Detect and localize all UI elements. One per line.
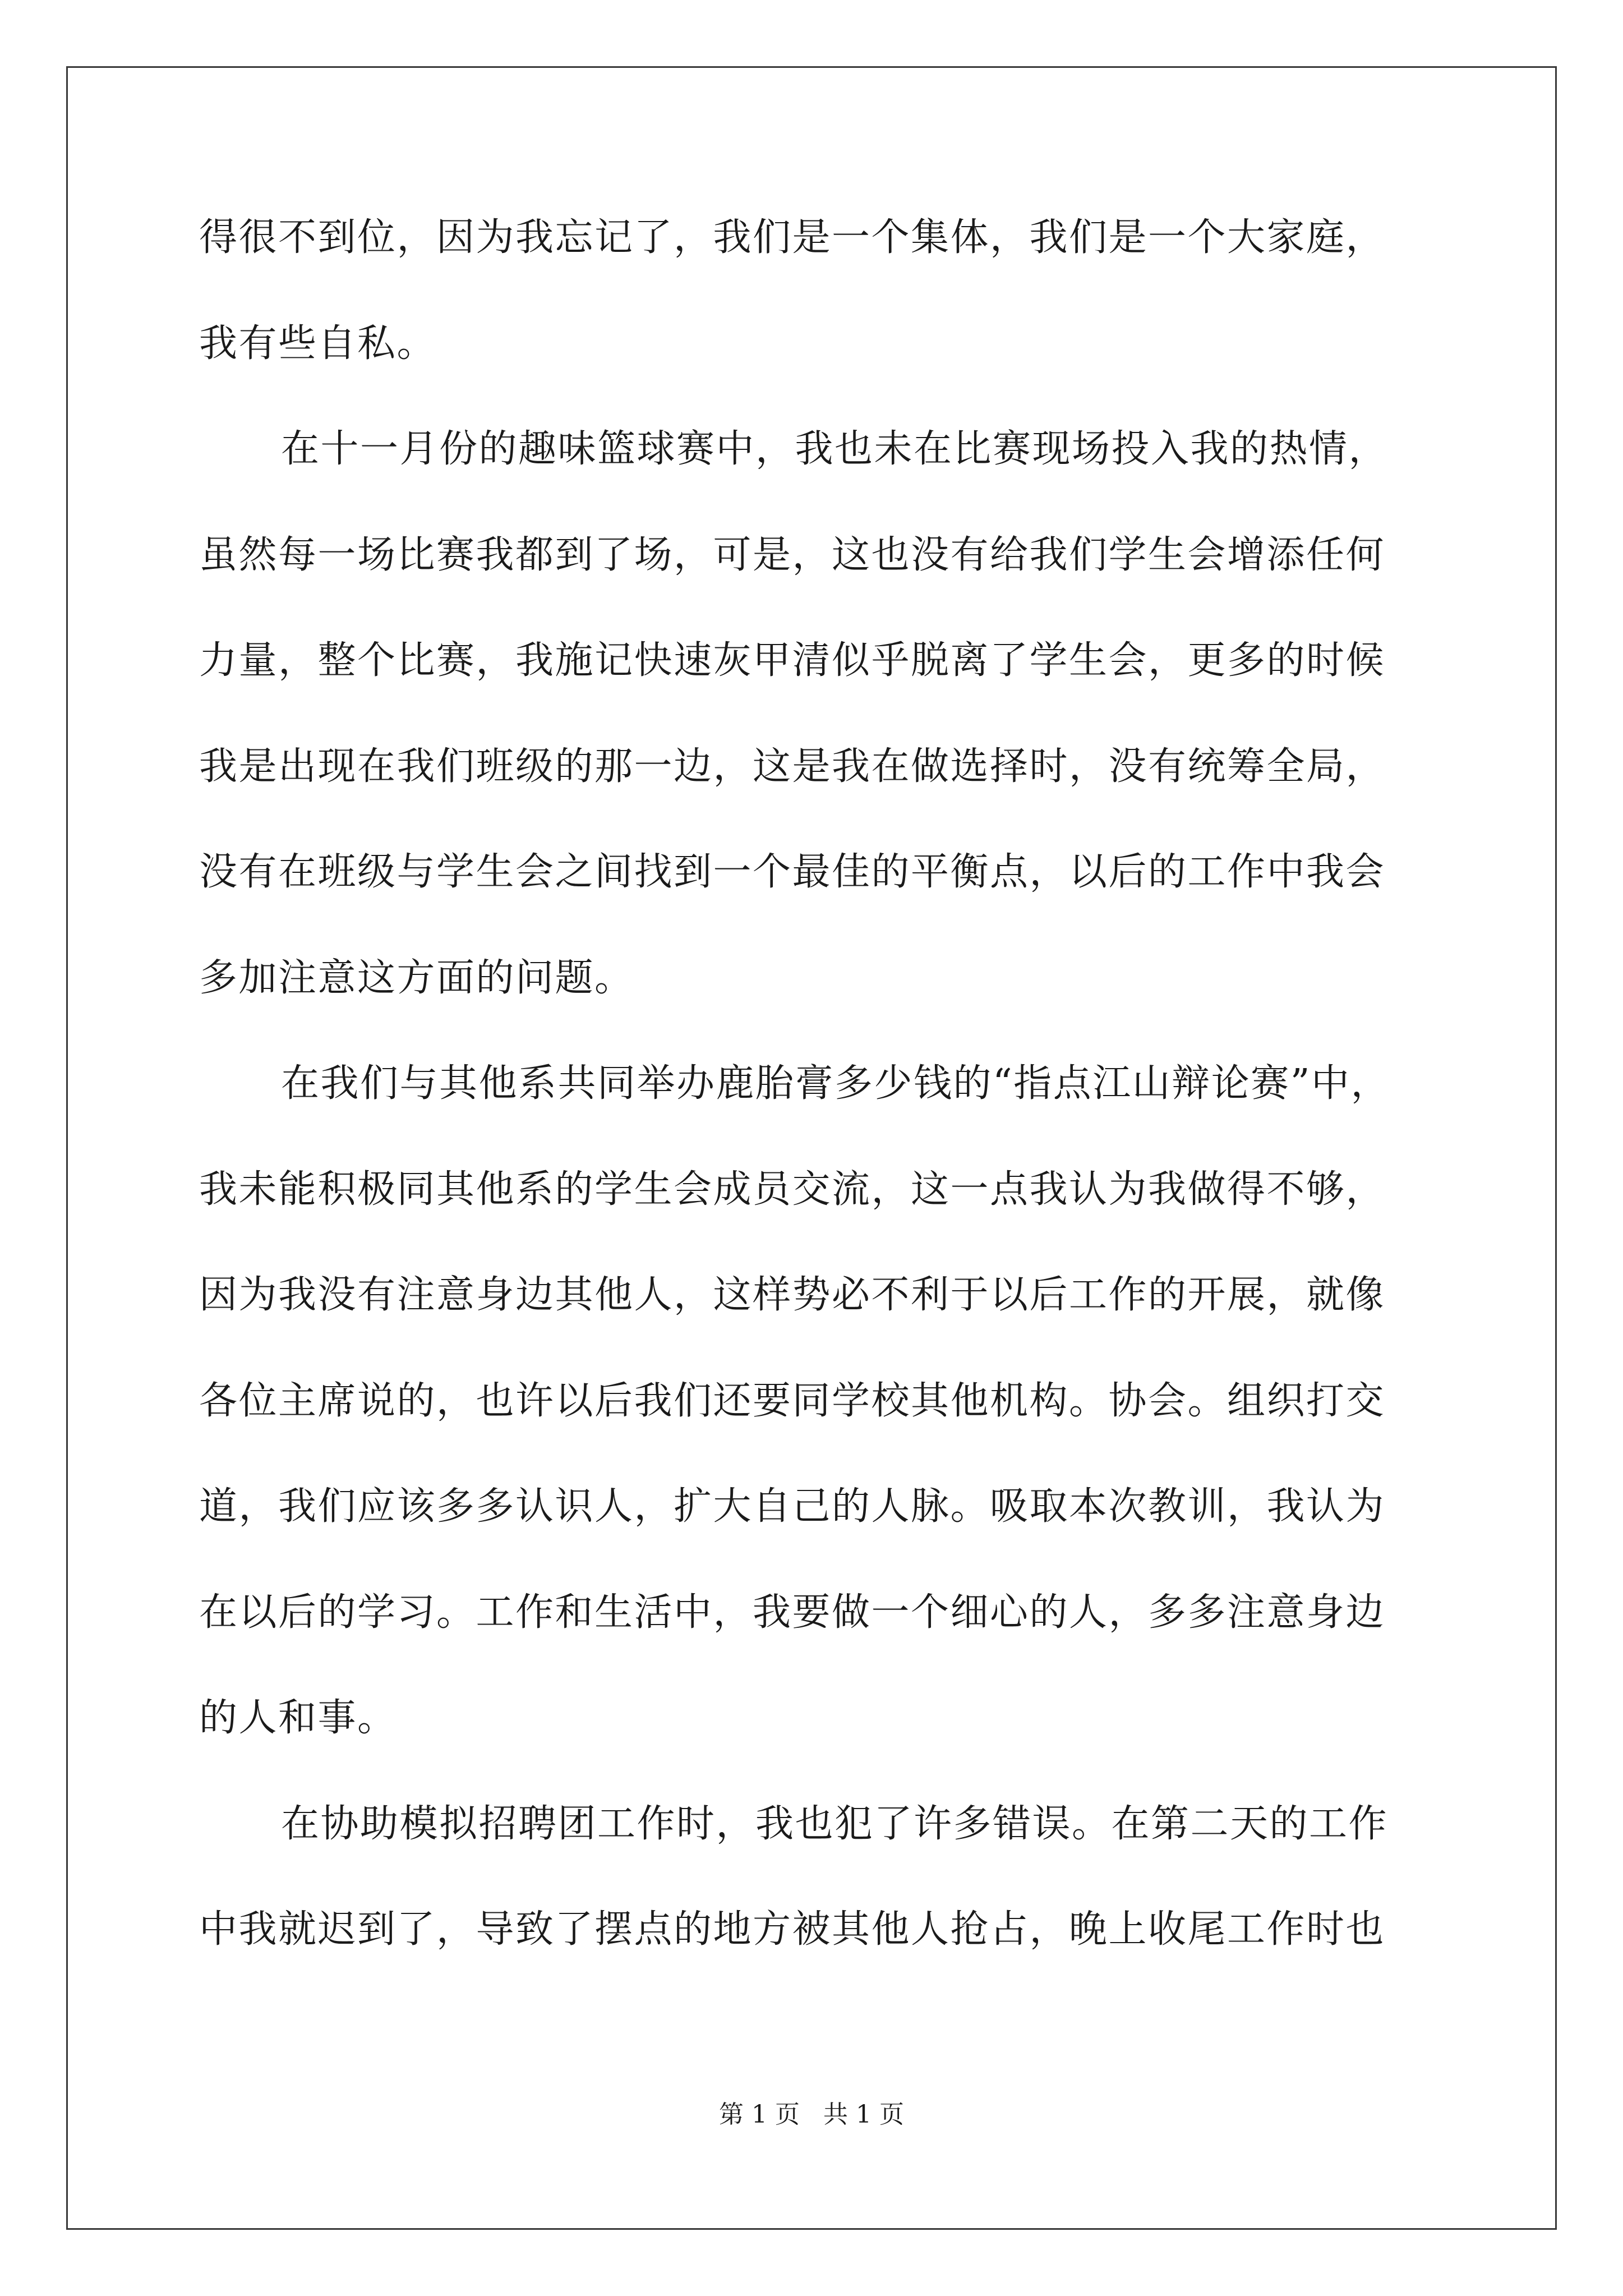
text-line: 在十一月份的趣味篮球赛中，我也未在比赛现场投入我的热情，	[281, 427, 1389, 471]
text-line: 多加注意这方面的问题。	[199, 955, 634, 1000]
text-line: 因为我没有注意身边其他人，这样势必不利于以后工作的开展，就像	[199, 1273, 1386, 1317]
text-line: 中我就迟到了，导致了摆点的地方被其他人抢占，晚上收尾工作时也	[199, 1907, 1386, 1952]
text-line: 在协助模拟招聘团工作时，我也犯了许多错误。在第二天的工作	[281, 1801, 1389, 1846]
text-line: 得很不到位，因为我忘记了，我们是一个集体，我们是一个大家庭，	[199, 215, 1386, 260]
text-line: 我有些自私。	[199, 321, 437, 366]
text-line: 虽然每一场比赛我都到了场，可是，这也没有给我们学生会增添任何	[199, 532, 1386, 577]
text-line: 的人和事。	[199, 1696, 397, 1740]
text-line: 我是出现在我们班级的那一边，这是我在做选择时，没有统筹全局，	[199, 744, 1386, 789]
text-line: 没有在班级与学生会之间找到一个最佳的平衡点，以后的工作中我会	[199, 850, 1386, 894]
text-line: 在我们与其他系共同举办鹿胎膏多少钱的“指点江山辩论赛”中，	[281, 1061, 1391, 1106]
text-line: 在以后的学习。工作和生活中，我要做一个细心的人，多多注意身边	[199, 1590, 1386, 1635]
text-line: 各位主席说的，也许以后我们还要同学校其他机构。协会。组织打交	[199, 1378, 1386, 1423]
text-line: 我未能积极同其他系的学生会成员交流，这一点我认为我做得不够，	[199, 1167, 1386, 1212]
page-number-footer: 第 1 页 共 1 页	[719, 2100, 904, 2129]
document-body	[199, 185, 1433, 1983]
text-line: 力量，整个比赛，我施记快速灰甲清似乎脱离了学生会，更多的时候	[199, 638, 1386, 683]
text-line: 道，我们应该多多认识人，扩大自己的人脉。吸取本次教训，我认为	[199, 1484, 1386, 1529]
